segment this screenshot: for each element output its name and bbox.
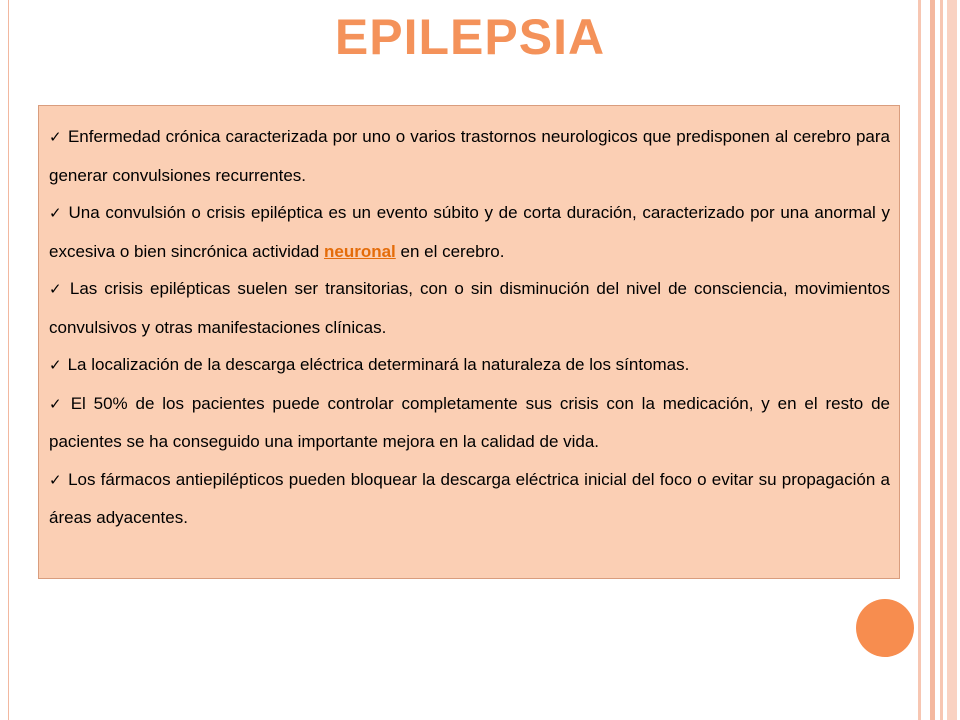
content-box — [38, 105, 900, 579]
bullet-text: Una convulsión o crisis epiléptica es un evento súbito y de corta duración, caracterizado por una anormal y excesiva o bien sincrónica actividad — [49, 203, 890, 261]
check-icon: ✓ — [49, 470, 63, 489]
bullet-text-end: en el cerebro. — [395, 241, 505, 261]
page-title: EPILEPSIA — [334, 9, 606, 65]
bullet-item — [49, 194, 890, 270]
stripe — [918, 0, 921, 720]
check-icon: ✓ — [49, 280, 64, 298]
check-icon: ✓ — [49, 356, 62, 374]
right-decorative-stripes — [918, 0, 960, 720]
bullet-item — [49, 270, 890, 346]
check-icon: ✓ — [49, 128, 62, 146]
stripe — [940, 0, 943, 720]
bullet-text: Enfermedad crónica caracterizada por uno o varios trastornos neurologicos que predisponen al cerebro para generar convulsiones recurrentes. — [49, 127, 890, 185]
bullet-text: Las crisis epilépticas suelen ser transitorias, con o sin disminución del nivel de consciencia, movimientos convulsivos y otras manifestaciones clínicas. — [49, 279, 890, 337]
bullet-text: El 50% de los pacientes puede controlar completamente sus crisis con la medicación, y en el resto de pacientes se ha conseguido una importante mejora en la calidad de vida. — [49, 393, 890, 451]
neuronal-link[interactable]: neuronal — [323, 241, 396, 261]
left-border-line — [8, 0, 9, 720]
bullet-item — [49, 346, 890, 385]
stripe — [947, 0, 957, 720]
bullet-item — [49, 118, 890, 194]
bullet-text: Los fármacos antiepilépticos pueden bloquear la descarga eléctrica inicial del foco o evitar su propagación a áreas adyacentes. — [49, 469, 890, 527]
stripe — [930, 0, 935, 720]
orange-circle-decoration — [856, 599, 914, 657]
bullet-item — [49, 385, 890, 461]
bullet-text: La localización de la descarga eléctrica determinará la naturaleza de los síntomas. — [67, 355, 690, 374]
bullet-item — [49, 461, 890, 537]
check-icon: ✓ — [49, 394, 65, 413]
check-icon: ✓ — [49, 204, 63, 222]
